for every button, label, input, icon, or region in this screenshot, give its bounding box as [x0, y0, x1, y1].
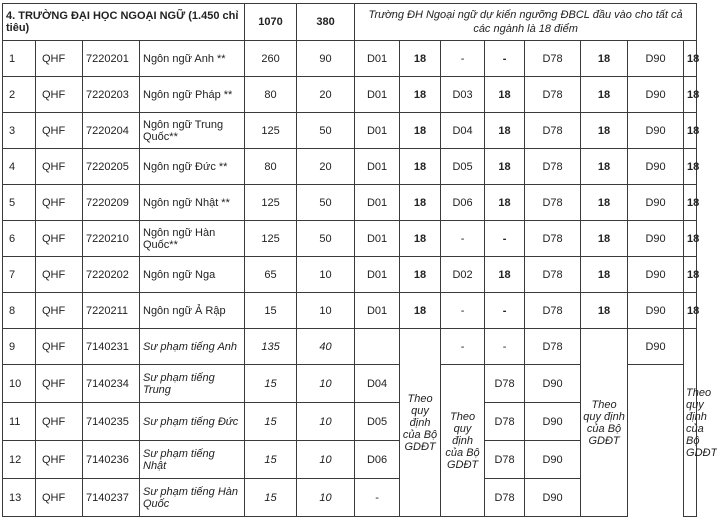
combo-2: - [355, 479, 400, 517]
quota-a: 15 [245, 403, 297, 441]
score-2: - [485, 221, 525, 257]
score-1: 18 [400, 185, 441, 221]
score-1: 18 [400, 113, 441, 149]
major-code: 7220210 [83, 221, 140, 257]
total-quota-a: 1070 [245, 4, 297, 41]
school-code: QHF [36, 329, 83, 365]
major-code: 7220204 [83, 113, 140, 149]
combo-4: D90 [525, 365, 581, 403]
combo-2: - [441, 41, 485, 77]
combo-1: D01 [355, 41, 400, 77]
combo-1: D01 [355, 149, 400, 185]
major-code: 7140237 [83, 479, 140, 517]
row-index: 6 [3, 221, 36, 257]
quota-b: 10 [297, 257, 355, 293]
quota-b: 10 [297, 403, 355, 441]
admission-table [2, 3, 717, 517]
school-code: QHF [36, 41, 83, 77]
score-3: 18 [581, 77, 628, 113]
score-3: 18 [581, 257, 628, 293]
quota-a: 125 [245, 113, 297, 149]
score-2: 18 [485, 185, 525, 221]
table-row [3, 41, 697, 77]
row-index: 11 [3, 403, 36, 441]
row-index: 9 [3, 329, 36, 365]
score-1: 18 [400, 293, 441, 329]
school-code: QHF [36, 403, 83, 441]
major-code: 7140236 [83, 441, 140, 479]
row-index: 5 [3, 185, 36, 221]
score-3: 18 [581, 113, 628, 149]
score-2: - [485, 41, 525, 77]
combo-4: D90 [628, 77, 684, 113]
score-2: 18 [485, 77, 525, 113]
combo-1-rule-note: Theo quy định của Bộ GDĐT [400, 329, 441, 517]
combo-2: D06 [355, 441, 400, 479]
score-4: 18 [684, 149, 697, 185]
score-3: 18 [581, 41, 628, 77]
school-code: QHF [36, 257, 83, 293]
combo-2: D03 [441, 77, 485, 113]
quota-b: 20 [297, 149, 355, 185]
score-3: 18 [581, 293, 628, 329]
school-code: QHF [36, 365, 83, 403]
table-row [3, 113, 697, 149]
combo-2: D05 [441, 149, 485, 185]
major-code: 7220201 [83, 41, 140, 77]
combo-1: D01 [355, 77, 400, 113]
score-4: 18 [684, 41, 697, 77]
quota-b: 50 [297, 221, 355, 257]
combo-3: D78 [485, 479, 525, 517]
table-row [3, 221, 697, 257]
quota-b: 10 [297, 479, 355, 517]
major-code: 7220211 [83, 293, 140, 329]
combo-3: D78 [525, 113, 581, 149]
score-2: - [485, 293, 525, 329]
score-4: 18 [684, 113, 697, 149]
combo-2: D05 [355, 403, 400, 441]
quota-b: 50 [297, 185, 355, 221]
combo-4: D90 [628, 185, 684, 221]
combo-2: - [441, 329, 485, 365]
major-name: Ngôn ngữ Trung Quốc** [140, 113, 245, 149]
combo-3: D78 [485, 365, 525, 403]
table-row [3, 293, 697, 329]
row-index: 4 [3, 149, 36, 185]
combo-2: - [441, 293, 485, 329]
combo-3: D78 [485, 441, 525, 479]
major-name: Ngôn ngữ Ả Rập [140, 293, 245, 329]
combo-2-rule-note: Theo quy định của Bộ GDĐT [441, 365, 485, 517]
combo-4: D90 [628, 113, 684, 149]
combo-4: D90 [628, 149, 684, 185]
combo-4: D90 [628, 41, 684, 77]
school-code: QHF [36, 185, 83, 221]
combo-1-empty [355, 329, 400, 365]
quota-a: 80 [245, 149, 297, 185]
score-4: 18 [684, 257, 697, 293]
major-name: Ngôn ngữ Anh ** [140, 41, 245, 77]
quota-b: 90 [297, 41, 355, 77]
major-code: 7140231 [83, 329, 140, 365]
score-3: 18 [581, 185, 628, 221]
quota-a: 15 [245, 365, 297, 403]
score-4: 18 [684, 77, 697, 113]
score-4: 18 [684, 185, 697, 221]
row-index: 7 [3, 257, 36, 293]
combo-1: D01 [355, 293, 400, 329]
quota-b: 10 [297, 441, 355, 479]
table-row [3, 257, 697, 293]
combo-4-rule-note: Theo quy định của Bộ GDĐT [684, 329, 697, 517]
combo-3: D78 [525, 41, 581, 77]
quota-b: 20 [297, 77, 355, 113]
major-code: 7220209 [83, 185, 140, 221]
quota-b: 10 [297, 293, 355, 329]
combo-3: D78 [525, 185, 581, 221]
quota-b: 50 [297, 113, 355, 149]
combo-3-rule-note: Theo quy định của Bộ GDĐT [581, 329, 628, 517]
score-1: 18 [400, 221, 441, 257]
score-2: 18 [485, 113, 525, 149]
table-row [3, 185, 697, 221]
major-code: 7220202 [83, 257, 140, 293]
score-2: - [485, 329, 525, 365]
school-code: QHF [36, 293, 83, 329]
table-row [3, 329, 697, 365]
combo-3: D78 [525, 221, 581, 257]
threshold-note: Trường ĐH Ngoại ngữ dự kiến ngưỡng ĐBCL đầu vào cho tất cả các ngành là 18 điểm [355, 4, 697, 41]
score-4: 18 [684, 293, 697, 329]
quota-a: 65 [245, 257, 297, 293]
score-2: 18 [485, 257, 525, 293]
score-1: 18 [400, 257, 441, 293]
combo-4: D90 [525, 403, 581, 441]
major-name: Sư phạm tiếng Hàn Quốc [140, 479, 245, 517]
row-index: 3 [3, 113, 36, 149]
total-quota-b: 380 [297, 4, 355, 41]
major-name: Sư phạm tiếng Trung [140, 365, 245, 403]
combo-1: D01 [355, 185, 400, 221]
combo-4: D90 [525, 479, 581, 517]
major-name: Ngôn ngữ Nga [140, 257, 245, 293]
row-index: 2 [3, 77, 36, 113]
combo-3: D78 [525, 293, 581, 329]
combo-4: D90 [628, 329, 684, 365]
combo-4: D90 [628, 293, 684, 329]
score-1: 18 [400, 149, 441, 185]
score-3: 18 [581, 221, 628, 257]
score-2: 18 [485, 149, 525, 185]
quota-a: 125 [245, 185, 297, 221]
score-3: 18 [581, 149, 628, 185]
row-index: 1 [3, 41, 36, 77]
major-name: Ngôn ngữ Pháp ** [140, 77, 245, 113]
combo-2: D04 [355, 365, 400, 403]
quota-b: 40 [297, 329, 355, 365]
school-code: QHF [36, 441, 83, 479]
score-4: 18 [684, 221, 697, 257]
combo-2: D06 [441, 185, 485, 221]
quota-b: 10 [297, 365, 355, 403]
combo-3: D78 [525, 149, 581, 185]
quota-a: 15 [245, 479, 297, 517]
school-code: QHF [36, 149, 83, 185]
combo-3: D78 [485, 403, 525, 441]
major-name: Ngôn ngữ Nhật ** [140, 185, 245, 221]
school-code: QHF [36, 77, 83, 113]
quota-a: 135 [245, 329, 297, 365]
combo-1: D01 [355, 257, 400, 293]
combo-3: D78 [525, 257, 581, 293]
major-name: Sư phạm tiếng Anh [140, 329, 245, 365]
score-1: 18 [400, 77, 441, 113]
major-code: 7220205 [83, 149, 140, 185]
table-row [3, 149, 697, 185]
major-name: Sư phạm tiếng Đức [140, 403, 245, 441]
major-name: Sư phạm tiếng Nhật [140, 441, 245, 479]
combo-1: D01 [355, 113, 400, 149]
quota-a: 80 [245, 77, 297, 113]
school-code: QHF [36, 221, 83, 257]
combo-2: D04 [441, 113, 485, 149]
combo-3: D78 [525, 77, 581, 113]
quota-a: 15 [245, 293, 297, 329]
row-index: 12 [3, 441, 36, 479]
combo-4: D90 [628, 221, 684, 257]
quota-a: 260 [245, 41, 297, 77]
major-code: 7140234 [83, 365, 140, 403]
section-header-row [3, 4, 697, 41]
combo-2: D02 [441, 257, 485, 293]
table-row [3, 77, 697, 113]
school-code: QHF [36, 479, 83, 517]
major-name: Ngôn ngữ Đức ** [140, 149, 245, 185]
combo-1: D01 [355, 221, 400, 257]
quota-a: 15 [245, 441, 297, 479]
combo-3: D78 [525, 329, 581, 365]
combo-4: D90 [628, 257, 684, 293]
row-index: 13 [3, 479, 36, 517]
combo-4: D90 [525, 441, 581, 479]
section-title: 4. TRƯỜNG ĐẠI HỌC NGOẠI NGỮ (1.450 chỉ tiêu) [3, 4, 245, 41]
major-code: 7220203 [83, 77, 140, 113]
school-code: QHF [36, 113, 83, 149]
combo-2: - [441, 221, 485, 257]
row-index: 10 [3, 365, 36, 403]
quota-a: 125 [245, 221, 297, 257]
major-name: Ngôn ngữ Hàn Quốc** [140, 221, 245, 257]
score-1: 18 [400, 41, 441, 77]
major-code: 7140235 [83, 403, 140, 441]
row-index: 8 [3, 293, 36, 329]
